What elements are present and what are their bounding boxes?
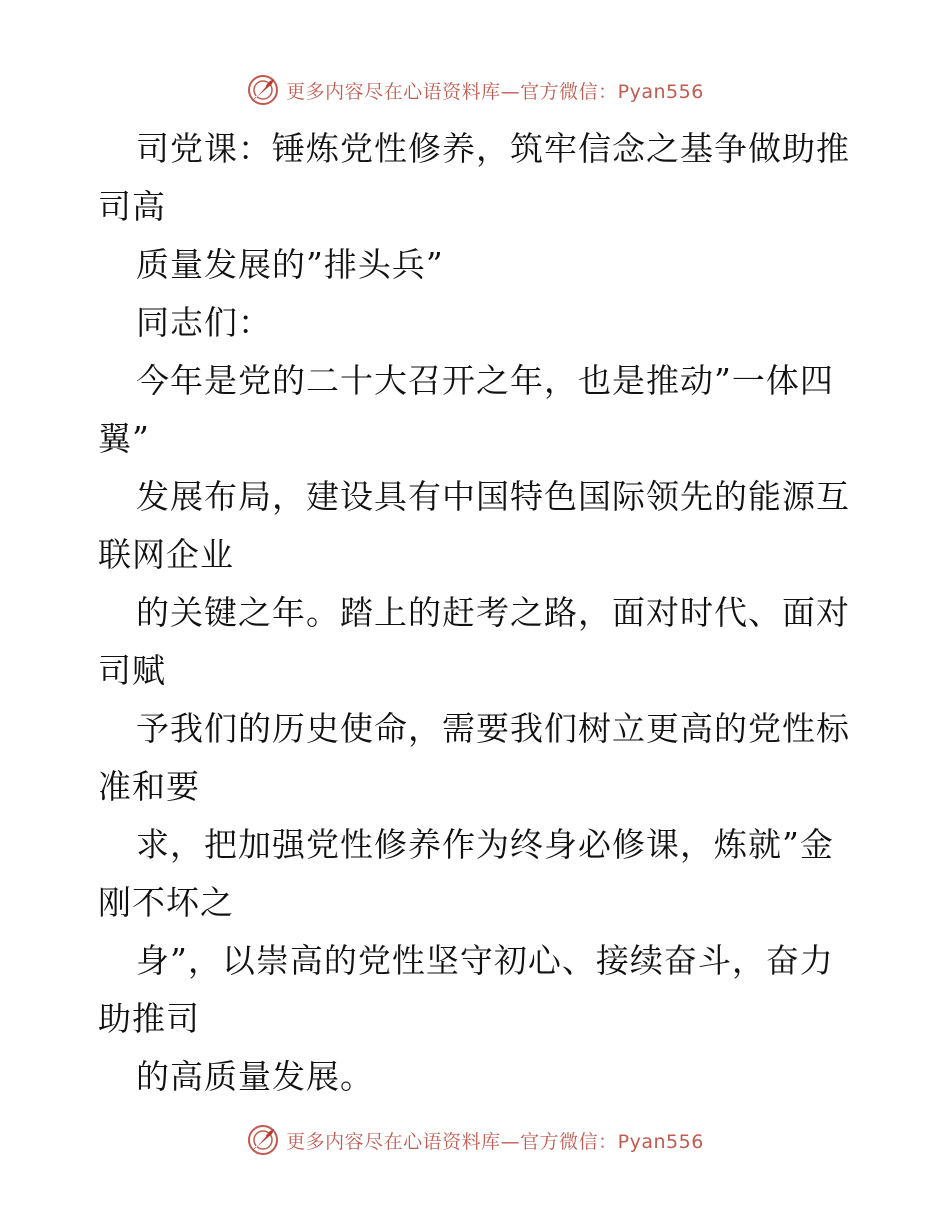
document-body [98, 120, 858, 1106]
banner-text: 更多内容尽在心语资料库—官方微信：Pyan556 [286, 1130, 704, 1153]
text-line: 的高质量发展。 [136, 1057, 374, 1096]
banner-text: 更多内容尽在心语资料库—官方微信：Pyan556 [286, 80, 704, 103]
text-line: 今年是党的二十大召开之年，也是推动”一体四 [136, 361, 834, 400]
text-line: 的关键之年。踏上的赶考之路，面对时代、面对 [136, 593, 850, 632]
text-line: 刚不坏之 [98, 883, 234, 922]
text-line: 身”，以崇高的党性坚守初心、接续奋斗，奋力 [136, 941, 834, 980]
text-line: 翼” [98, 419, 150, 458]
text-line: 予我们的历史使命，需要我们树立更高的党性标 [136, 709, 850, 748]
text-line: 司赋 [98, 651, 166, 690]
quill-logo-icon [246, 73, 280, 107]
header-banner [0, 70, 950, 110]
text-line: 同志们： [136, 303, 272, 342]
text-line: 联网企业 [98, 535, 234, 574]
text-line: 质量发展的”排头兵” [136, 245, 444, 284]
quill-logo-icon [246, 1123, 280, 1157]
footer-banner [0, 1120, 950, 1160]
text-line: 司高 [98, 187, 166, 226]
text-line: 司党课：锤炼党性修养，筑牢信念之基争做助推 [136, 129, 850, 168]
text-line: 助推司 [98, 999, 200, 1038]
text-line: 准和要 [98, 767, 200, 806]
text-line: 发展布局，建设具有中国特色国际领先的能源互 [136, 477, 850, 516]
text-line: 求，把加强党性修养作为终身必修课，炼就”金 [136, 825, 834, 864]
